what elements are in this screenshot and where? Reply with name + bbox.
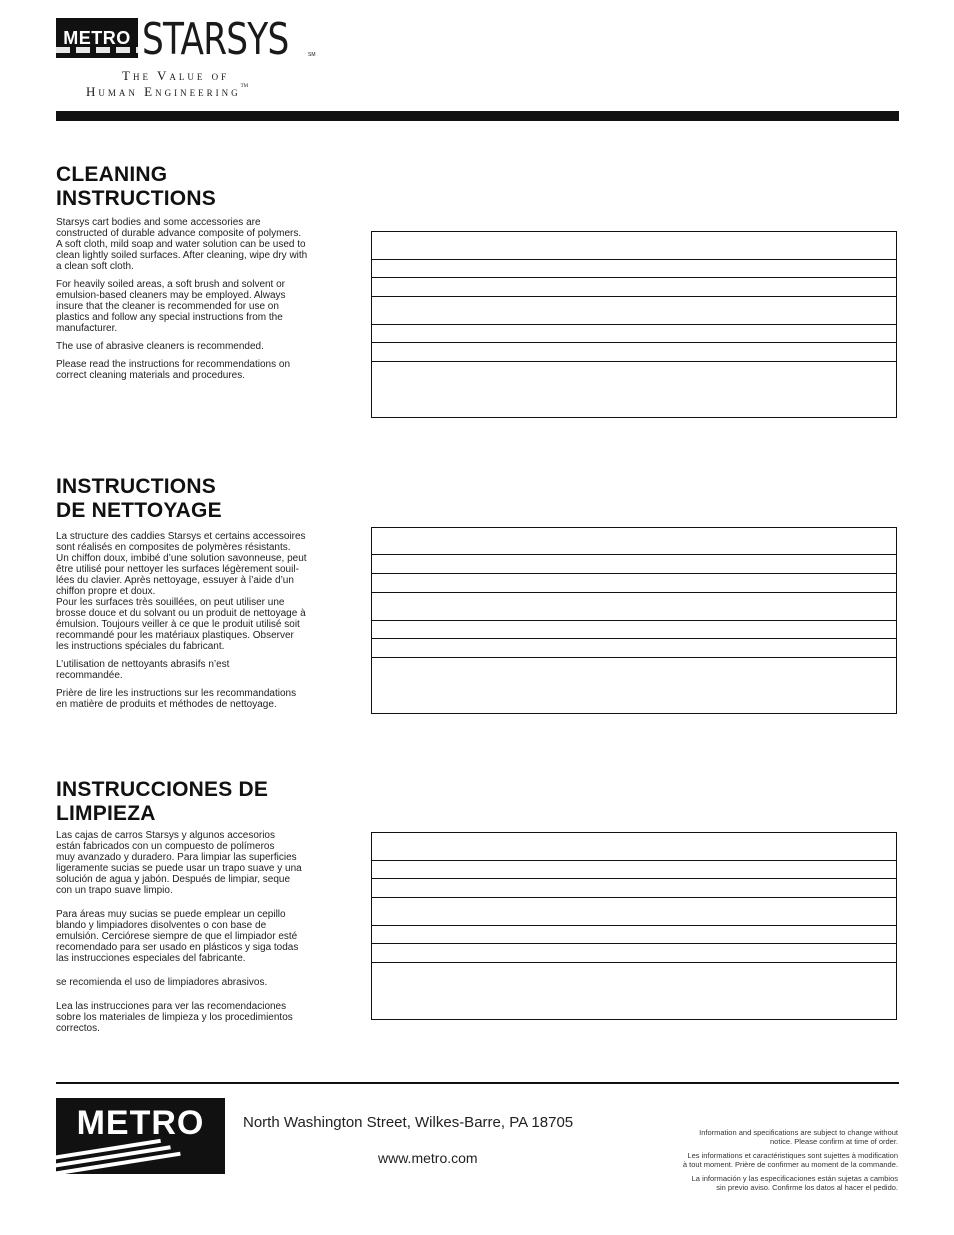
notice-english: Information and specifications are subject to change without notice. Please confirm at time of order. xyxy=(699,1128,898,1146)
tagline-line-2 xyxy=(86,84,248,100)
paragraph: Prière de lire les instructions sur les recommandations en matière de produits et méthodes de nettoyage. xyxy=(56,688,297,710)
table-row xyxy=(372,833,896,861)
section-heading-spanish xyxy=(56,778,268,826)
table-row xyxy=(372,278,896,297)
trademark: TM xyxy=(240,84,249,89)
table-row xyxy=(372,861,896,879)
legal-notices xyxy=(638,1128,898,1197)
heading-line-1: INSTRUCCIONES DE xyxy=(56,778,269,801)
table-row xyxy=(372,555,896,574)
cleaning-table-french xyxy=(371,527,897,714)
tagline-line-2-text: Human Engineering xyxy=(86,84,241,99)
table-row xyxy=(372,926,896,944)
table-row xyxy=(372,944,896,963)
table-row xyxy=(372,658,896,713)
footer-divider xyxy=(56,1082,899,1084)
paragraph: La structure des caddies Starsys et certains accessoires sont réalisés en composites de polymères résistants. Un chiffon doux, imbibé d’une solution savonneuse, peut être utilisé pour nettoyer les surfaces légèrement souil- lées du clavier. Après nettoyage, essuyer à l’aide d’un chiffon propre et doux. Pour les surfaces très souillées, on peut utiliser une brosse douce et du solvant ou un produit de nettoyage à émulsion. Toujours veiller à ce que le produit utilisé soit recommandé pour les matériaux plastiques. Observer les instructions spéciales du fabricant. xyxy=(56,531,307,652)
tagline-line-1: The Value of xyxy=(122,68,230,83)
heading-line-2: INSTRUCTIONS xyxy=(56,187,216,210)
paragraph: Starsys cart bodies and some accessories are constructed of durable advance composite of polymers. A soft cloth, mild soap and water solution can be used to clean lightly soiled surfaces. After cleaning, wipe dry with a clean soft cloth. xyxy=(56,217,308,272)
website-link[interactable]: www.metro.com xyxy=(378,1150,478,1166)
heading-line-2: LIMPIEZA xyxy=(56,802,156,825)
table-row xyxy=(372,879,896,898)
metro-stripes-icon xyxy=(56,47,138,53)
notice-spanish: La información y las especificaciones están sujetas a cambios sin previo aviso. Confirme los datos al hacer el pedido. xyxy=(691,1174,898,1192)
paragraph: The use of abrasive cleaners is recommended. xyxy=(56,341,264,352)
service-mark: SM xyxy=(308,52,316,58)
table-row xyxy=(372,963,896,1019)
section-body-spanish xyxy=(56,830,346,1041)
cleaning-table-english xyxy=(371,231,897,418)
table-row xyxy=(372,343,896,362)
company-address: North Washington Street, Wilkes-Barre, PA 18705 xyxy=(243,1114,574,1131)
table-row xyxy=(372,574,896,593)
table-row xyxy=(372,260,896,278)
heading-line-2: DE NETTOYAGE xyxy=(56,499,222,522)
table-row xyxy=(372,639,896,658)
metro-footer-logo xyxy=(56,1098,225,1174)
paragraph: se recomienda el uso de limpiadores abrasivos. xyxy=(56,977,268,988)
table-row xyxy=(372,528,896,555)
footer-logo-text: METRO xyxy=(76,1104,205,1142)
section-body-english xyxy=(56,217,346,388)
paragraph: L’utilisation de nettoyants abrasifs n’est recommandée. xyxy=(56,659,230,681)
section-heading-english xyxy=(56,163,216,211)
table-row xyxy=(372,621,896,639)
header-divider xyxy=(56,111,899,121)
starsys-wordmark: STARSYS xyxy=(142,14,289,65)
section-body-french xyxy=(56,531,346,717)
heading-line-1: CLEANING xyxy=(56,163,168,186)
paragraph: Lea las instrucciones para ver las recomendaciones sobre los materiales de limpieza y los procedimientos correctos. xyxy=(56,1001,293,1034)
metro-badge-text: METRO xyxy=(63,27,131,48)
heading-line-1: INSTRUCTIONS xyxy=(56,475,216,498)
table-row xyxy=(372,232,896,260)
notice-french: Les informations et caractéristiques sont sujettes à modification à tout moment. Prière de confirmer au moment de la commande. xyxy=(682,1151,898,1169)
cleaning-table-spanish xyxy=(371,832,897,1020)
metro-badge-logo xyxy=(56,18,138,58)
table-row xyxy=(372,362,896,417)
table-row xyxy=(372,898,896,926)
section-heading-french xyxy=(56,475,222,523)
table-row xyxy=(372,297,896,325)
paragraph: For heavily soiled areas, a soft brush and solvent or emulsion-based cleaners may be employed. Always insure that the cleaner is recommended for use on plastics and follow any special instructions from the manufacturer. xyxy=(56,279,286,334)
table-row xyxy=(372,325,896,343)
paragraph: Las cajas de carros Starsys y algunos accesorios están fabricados con un compuesto de polímeros muy avanzado y duradero. Para limpiar las superficies ligeramente sucias se puede usar un trapo suave y una solución de agua y jabón. Después de limpiar, seque con un trapo suave limpio. xyxy=(56,830,302,896)
paragraph: Please read the instructions for recommendations on correct cleaning materials and procedures. xyxy=(56,359,291,381)
paragraph: Para áreas muy sucias se puede emplear un cepillo blando y limpiadores disolventes o con base de emulsión. Cerciórese siempre de que el limpiador esté recomendado para ser usado en plásticos y siga todas las instrucciones especiales del fabricante. xyxy=(56,909,299,964)
table-row xyxy=(372,593,896,621)
